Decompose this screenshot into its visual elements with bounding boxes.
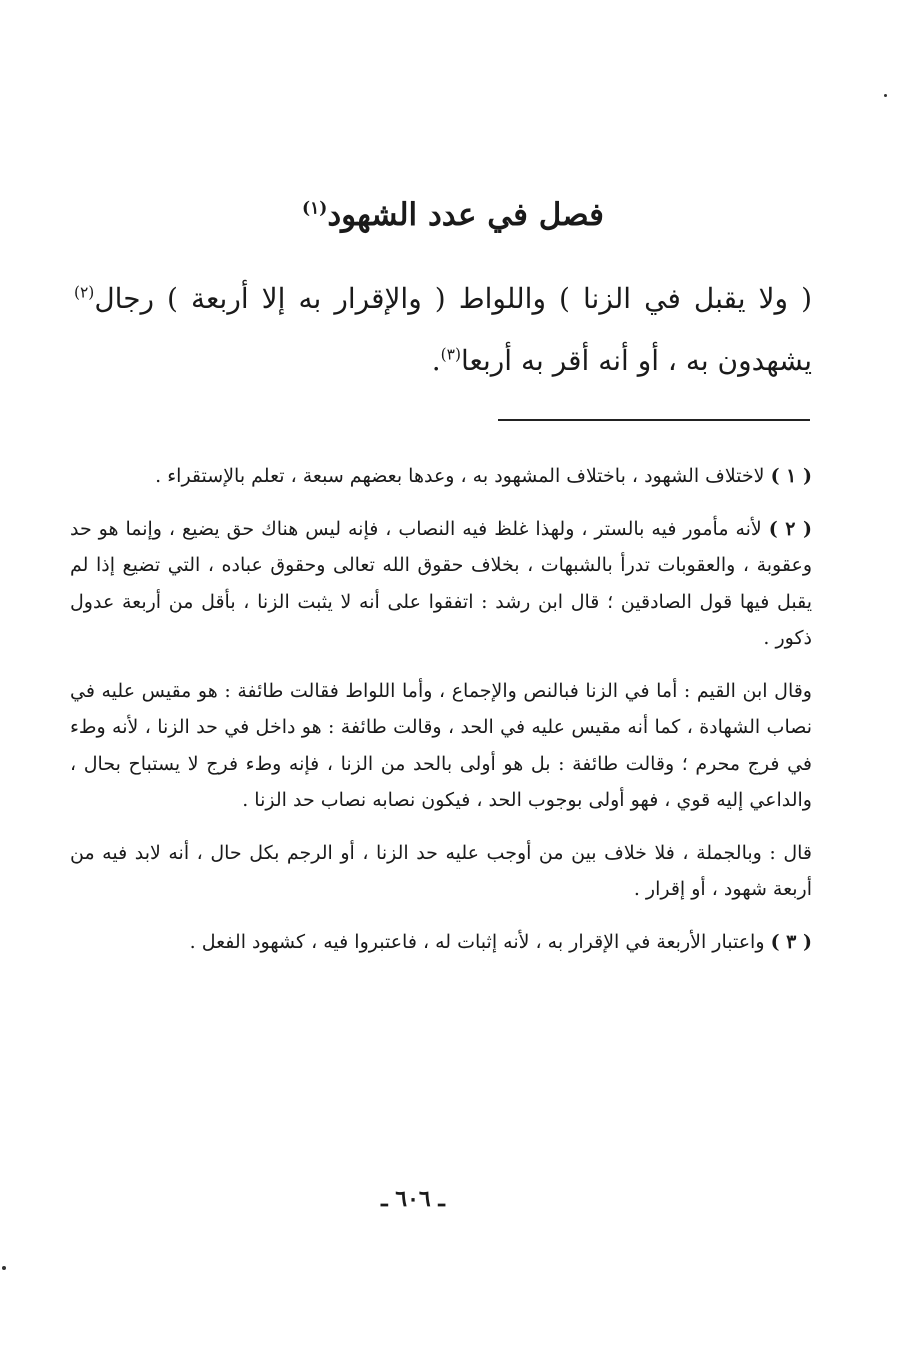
footnote-text: لاختلاف الشهود ، باختلاف المشهود به ، وعدها بعضهم سبعة ، تعلم بالإستقراء . [155, 465, 765, 487]
footnotes [70, 458, 812, 976]
footnote-2 [70, 511, 812, 657]
main-text-line-1: ( ولا يقبل في الزنا ) واللواط ( والإقرار به إلا أربعة ) رجال [94, 282, 812, 315]
footnote-text: واعتبار الأربعة في الإقرار به ، لأنه إثبات له ، فاعتبروا فيه ، كشهود الفعل . [189, 930, 765, 953]
main-text-line-2: يشهدون به ، أو أنه أقر به أربعا [460, 344, 812, 377]
footnote-text: وقال ابن القيم : أما في الزنا فبالنص والإجماع ، وأما اللواط فقالت طائفة : هو مقيس عليه في نصاب الشهادة ، كما أنه مقيس عليه في الحد ، وقالت طائفة : هو داخل في حد الزنا ، لأنه وطء في فرج محرم ؛ وقالت طائفة : بل هو أولى بالحد من الزنا ، فإنه وطء فرج لا يستباح بحال ، والداعي إليه قوي ، فهو أولى بوجوب الحد ، فيكون نصابه نصاب حد الزنا . [70, 679, 812, 811]
footnote-text: لأنه مأمور فيه بالستر ، ولهذا غلظ فيه النصاب ، فإنه ليس هناك حق يضيع ، وإنما هو حد وعقوبة ، والعقوبات تدرأ بالشبهات ، بخلاف حقوق الله تعالى وحقوق عباده ، التي تضيع إذا لم يقبل فيها قول الصادقين ؛ قال ابن رشد : اتفقوا على أنه لا يثبت الزنا ، بأقل من أربعة عدول ذكور . [70, 517, 812, 649]
footnote-2-continued-ibn-alqayyim [70, 673, 812, 819]
main-note-marker-3: (٣) [440, 345, 461, 364]
footnote-number: ( ١ ) [770, 465, 812, 487]
page-number: ـ ٦٠٦ ـ [381, 1186, 445, 1212]
main-text [74, 268, 812, 392]
scan-speck [884, 94, 887, 97]
footnote-separator [498, 419, 810, 421]
footnote-2-continued-conclusion [70, 835, 812, 908]
footnote-1 [70, 458, 812, 495]
heading-text: فصل في عدد الشهود [327, 197, 604, 233]
scan-speck [2, 1266, 6, 1270]
main-text-end: . [431, 344, 441, 377]
footnote-text: قال : وبالجملة ، فلا خلاف بين من أوجب عليه حد الزنا ، أو الرجم بكل حال ، أنه لابد فيه من أربعة شهود ، أو إقرار . [70, 841, 812, 900]
footnote-number: ( ٣ ) [770, 930, 812, 953]
main-note-marker-2: (٢) [74, 283, 95, 302]
heading-note-marker: (١) [302, 198, 328, 219]
footnote-3 [70, 924, 812, 961]
section-heading [100, 188, 806, 242]
footnote-number: ( ٢ ) [768, 517, 812, 540]
